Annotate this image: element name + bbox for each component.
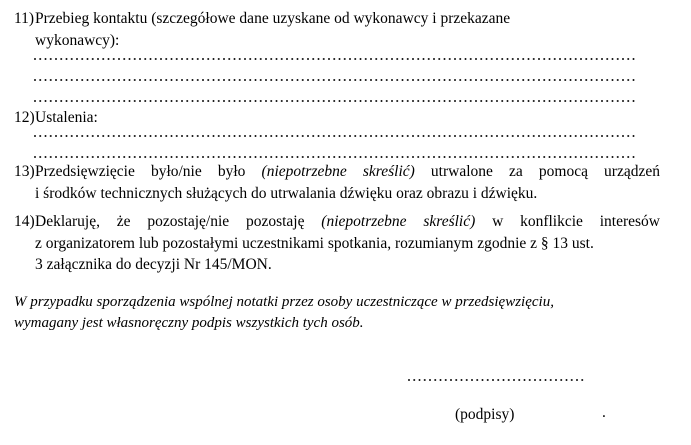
list-item-11-line-2: wykonawcy): — [35, 31, 120, 49]
list-item-14-line-3: 3 załącznika do decyzji Nr 145/MON. — [35, 256, 272, 273]
list-item-14-line-1-post: w konflikcie interesów — [475, 213, 660, 230]
italic-note-line-2: wymagany jest własnoręczny podpis wszystkich tych osób. — [14, 315, 364, 331]
list-item-12-line-1: Ustalenia: — [35, 109, 98, 126]
list-item-14-number: 14) — [14, 213, 35, 230]
list-item-14-line-1 — [35, 211, 660, 233]
list-item-11 — [14, 8, 654, 51]
list-item-13-line-2: i środków technicznych służących do utrwalania dźwięku oraz obrazu i dźwięku. — [35, 184, 538, 202]
list-item-11-number: 11) — [14, 10, 35, 27]
italic-note-paragraph — [14, 292, 674, 334]
list-item-14-line-2: z organizatorem lub pozostałymi uczestnikami spotkania, rozumianym zgodnie z § 13 ust. — [35, 234, 594, 252]
list-item-11-body — [35, 8, 654, 51]
list-item-12 — [14, 107, 654, 129]
signature-line[interactable] — [408, 378, 585, 382]
list-item-14-body — [35, 211, 660, 276]
fill-line-11-3[interactable] — [34, 99, 636, 103]
list-item-13-line-1 — [35, 161, 660, 183]
list-item-12-number: 12) — [14, 109, 35, 126]
list-item-14-line-1-pre: Deklaruję, że pozostaję/nie pozostaję — [35, 213, 322, 230]
list-item-14 — [14, 211, 660, 276]
italic-note-line-1: W przypadku sporządzenia wspólnej notatki przez osoby uczestniczące w przedsięwzięciu, — [14, 294, 554, 310]
fill-line-12-1[interactable] — [34, 134, 636, 138]
list-item-13-body — [35, 161, 660, 204]
fill-line-11-1[interactable] — [34, 57, 636, 61]
list-item-12-body — [35, 107, 654, 129]
list-item-13-line-1-post: utrwalone za pomocą urządzeń — [414, 163, 660, 180]
fill-line-11-2[interactable] — [34, 78, 636, 82]
list-item-13-line-1-pre: Przedsięwzięcie było/nie było — [35, 163, 262, 180]
list-item-13-strike-note: (niepotrzebne skreślić) — [261, 163, 415, 180]
list-item-11-line-1: Przebieg kontaktu (szczegółowe dane uzyskane od wykonawcy i przekazane — [35, 10, 511, 27]
list-item-14-strike-note: (niepotrzebne skreślić) — [321, 213, 476, 230]
signature-caption: (podpisy) — [455, 406, 515, 423]
stray-period-mark: . — [602, 404, 606, 421]
list-item-13-number: 13) — [14, 163, 35, 180]
list-item-13 — [14, 161, 660, 204]
fill-line-12-2[interactable] — [34, 155, 636, 159]
